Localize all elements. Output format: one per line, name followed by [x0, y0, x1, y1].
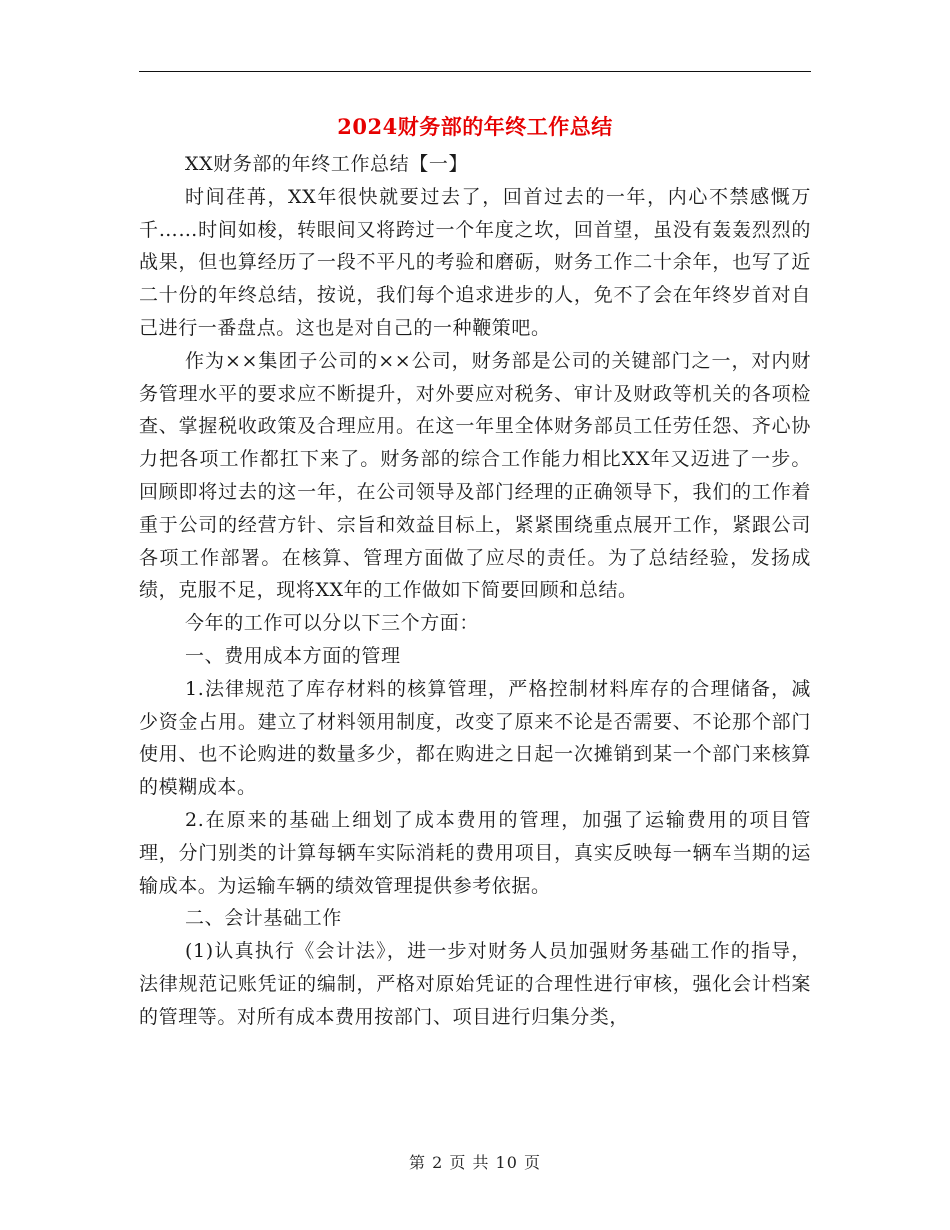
header-rule — [139, 71, 811, 72]
paragraph: 今年的工作可以分以下三个方面： — [185, 612, 480, 635]
section-heading: 一、费用成本方面的管理 — [185, 644, 401, 667]
document-body — [139, 148, 811, 1034]
section-heading: 二、会计基础工作 — [185, 907, 342, 930]
paragraph: 2.在原来的基础上细划了成本费用的管理，加强了运输费用的项目管理，分门别类的计算每辆车实际消耗的费用项目，真实反映每一辆车当期的运输成本。为运输车辆的绩效管理提供参考依据。 — [139, 808, 811, 897]
paragraph: (1)认真执行《会计法》，进一步对财务人员加强财务基础工作的指导，法律规范记账凭证的编制，严格对原始凭证的合理性进行审核，强化会计档案的管理等。对所有成本费用按部门、项目进行归集分类， — [139, 940, 811, 1028]
paragraph: 1.法律规范了库存材料的核算管理，严格控制材料库存的合理储备，减少资金占用。建立了材料领用制度，改变了原来不论是否需要、不论那个部门使用、也不论购进的数量多少，都在购进之日起一次摊销到某一个部门来核算的模糊成本。 — [139, 677, 811, 799]
paragraph-subtitle: XX财务部的年终工作总结【一】 — [185, 153, 469, 175]
page-number-footer: 第 2 页 共 10 页 — [409, 1153, 541, 1172]
paragraph: 作为××集团子公司的××公司，财务部是公司的关键部门之一，对内财务管理水平的要求应不断提升，对外要应对税务、审计及财政等机关的各项检查、掌握税收政策及合理应用。在这一年里全体财务部员工任劳任怨、齐心协力把各项工作都扛下来了。财务部的综合工作能力相比XX年又迈进了一步。回顾即将过去的这一年，在公司领导及部门经理的正确领导下，我们的工作着重于公司的经营方针、宗旨和效益目标上，紧紧围绕重点展开工作，紧跟公司各项工作部署。在核算、管理方面做了应尽的责任。为了总结经验，发扬成绩，克服不足，现将XX年的工作做如下简要回顾和总结。 — [139, 349, 811, 602]
paragraph: 时间荏苒，XX年很快就要过去了，回首过去的一年，内心不禁感慨万千……时间如梭，转眼间又将跨过一个年度之坎，回首望，虽没有轰轰烈烈的战果，但也算经历了一段不平凡的考验和磨砺，财务工作二十余年，也写了近二十份的年终总结，按说，我们每个追求进步的人，免不了会在年终岁首对自己进行一番盘点。这也是对自己的一种鞭策吧。 — [139, 185, 811, 339]
document-title: 2024财务部的年终工作总结 — [337, 114, 613, 139]
